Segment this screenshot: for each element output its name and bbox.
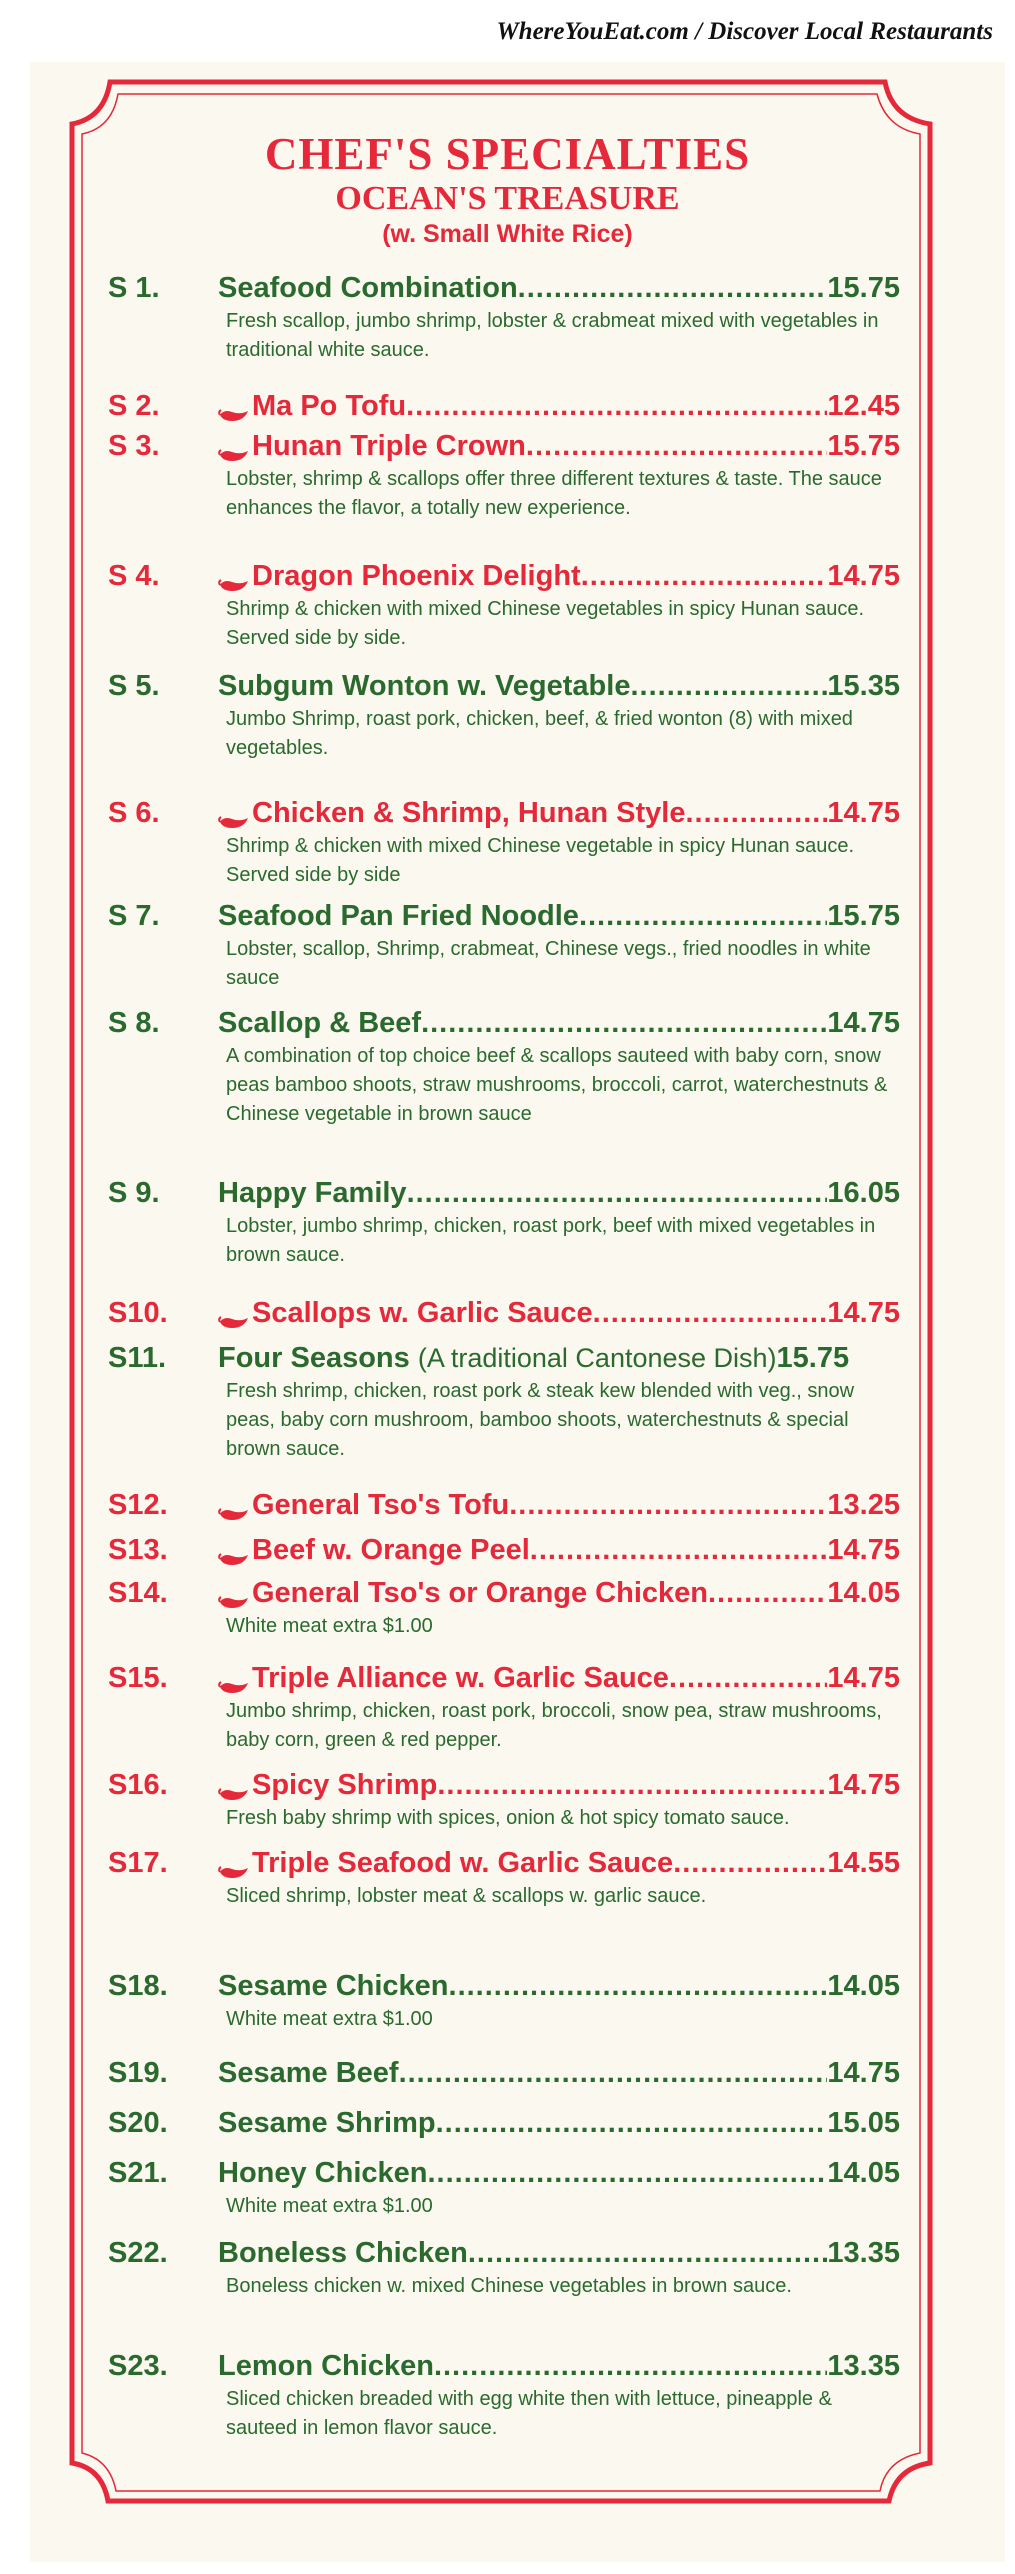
item-code: S22. <box>108 2237 168 2269</box>
item-price: 12.45 <box>827 390 900 422</box>
item-name-group <box>218 1660 669 1696</box>
menu-item-line <box>108 1487 900 1523</box>
menu-item <box>108 1295 900 1331</box>
hot-pepper-icon <box>218 1497 250 1515</box>
item-price: 13.25 <box>827 1489 900 1521</box>
item-description: Fresh baby shrimp with spices, onion & hot spicy tomato sauce. <box>226 1807 790 1829</box>
item-name: Beef w. Orange Peel <box>252 1534 530 1566</box>
item-description: Fresh shrimp, chicken, roast pork & steak kew blended with veg., snow peas, baby corn mushroom, bamboo shoots, waterchestnuts & special brown sauce. <box>226 1380 855 1460</box>
dot-leader <box>593 1295 828 1331</box>
item-price: 14.75 <box>827 1297 900 1329</box>
item-name: Four Seasons <box>218 1342 410 1374</box>
item-description: Shrimp & chicken with mixed Chinese vegetable in spicy Hunan sauce. Served side by side <box>226 835 855 886</box>
item-name-group <box>218 1487 509 1523</box>
item-name: Scallop & Beef <box>218 1007 422 1039</box>
hot-pepper-icon <box>218 438 250 456</box>
item-code: S17. <box>108 1847 168 1879</box>
menu-item <box>108 2155 900 2221</box>
item-price: 14.75 <box>827 1007 900 1039</box>
item-code: S 2. <box>108 390 160 422</box>
menu-item-line <box>108 668 900 704</box>
menu-item-line <box>108 2055 900 2091</box>
item-name: General Tso's Tofu <box>252 1489 510 1521</box>
dot-leader <box>406 388 827 424</box>
item-description: White meat extra $1.00 <box>226 1615 433 1637</box>
item-name-group <box>218 1005 421 1041</box>
item-name-group <box>218 1575 708 1611</box>
item-name: Scallops w. Garlic Sauce <box>252 1297 593 1329</box>
hot-pepper-icon <box>218 805 250 823</box>
dot-leader <box>437 1767 827 1803</box>
menu-item-line <box>108 428 900 464</box>
item-price: 14.75 <box>827 1769 900 1801</box>
item-description: White meat extra $1.00 <box>226 2008 433 2030</box>
menu-item-line <box>108 2348 900 2384</box>
item-name: Happy Family <box>218 1177 407 1209</box>
section-subtitle: OCEAN'S TREASURE <box>335 180 680 217</box>
section-note: (w. Small White Rice) <box>382 220 633 248</box>
menu-item <box>108 2105 900 2141</box>
item-price: 14.75 <box>827 797 900 829</box>
item-code: S 3. <box>108 430 160 462</box>
menu-item <box>108 428 900 523</box>
item-name-group <box>218 388 406 424</box>
menu-item <box>108 1767 900 1833</box>
item-name-group <box>218 1340 777 1376</box>
menu-item <box>108 898 900 993</box>
menu-item-line <box>108 2105 900 2141</box>
item-name-group <box>218 428 526 464</box>
item-name-group <box>218 2055 399 2091</box>
item-description: Boneless chicken w. mixed Chinese vegetables in brown sauce. <box>226 2275 792 2297</box>
item-name-group <box>218 2105 436 2141</box>
item-name-group <box>218 1175 407 1211</box>
menu-item <box>108 795 900 890</box>
dot-leader <box>530 1532 828 1568</box>
item-name-group <box>218 2155 428 2191</box>
item-name: Boneless Chicken <box>218 2237 468 2269</box>
menu-item-line <box>108 1575 900 1611</box>
menu-item-line <box>108 1532 900 1568</box>
item-code: S21. <box>108 2157 168 2189</box>
dot-leader <box>509 1487 827 1523</box>
dot-leader <box>399 2055 828 2091</box>
dot-leader <box>630 668 827 704</box>
item-name: Dragon Phoenix Delight <box>252 560 581 592</box>
hot-pepper-icon <box>218 1305 250 1323</box>
item-price: 15.05 <box>827 2107 900 2139</box>
menu-item-line <box>108 1295 900 1331</box>
item-name: Hunan Triple Crown <box>252 430 526 462</box>
item-name-group <box>218 898 579 934</box>
item-description: Jumbo shrimp, chicken, roast pork, broccoli, snow pea, straw mushrooms, baby corn, green & red pepper. <box>226 1700 882 1751</box>
menu-item-line <box>108 2155 900 2191</box>
item-name: Spicy Shrimp <box>252 1769 438 1801</box>
site-watermark: WhereYouEat.com / Discover Local Restaurants <box>496 18 993 45</box>
item-code: S 4. <box>108 560 160 592</box>
item-name: Triple Alliance w. Garlic Sauce <box>252 1662 669 1694</box>
menu-item-line <box>108 795 900 831</box>
item-name-group <box>218 1845 673 1881</box>
menu-item <box>108 1968 900 2034</box>
item-price: 14.05 <box>827 2157 900 2189</box>
item-price: 14.75 <box>827 2057 900 2089</box>
item-name-group <box>218 2348 434 2384</box>
dot-leader <box>421 1005 827 1041</box>
item-description: Sliced chicken breaded with egg white then with lettuce, pineapple & sauteed in lemon flavor sauce. <box>226 2388 832 2439</box>
item-code: S 5. <box>108 670 160 702</box>
menu-item <box>108 668 900 763</box>
item-price: 14.75 <box>827 1662 900 1694</box>
item-price: 14.05 <box>827 1970 900 2002</box>
menu-item <box>108 270 900 365</box>
item-description: Jumbo Shrimp, roast pork, chicken, beef, & fried wonton (8) with mixed vegetables. <box>226 708 853 759</box>
dot-leader <box>669 1660 828 1696</box>
section-title: CHEF'S SPECIALTIES <box>264 129 751 179</box>
item-code: S 7. <box>108 900 160 932</box>
item-code: S16. <box>108 1769 168 1801</box>
menu-item <box>108 2235 900 2301</box>
hot-pepper-icon <box>218 1777 250 1795</box>
item-code: S20. <box>108 2107 168 2139</box>
menu-item <box>108 2348 900 2443</box>
item-name-group <box>218 1767 437 1803</box>
menu-item-line <box>108 1005 900 1041</box>
hot-pepper-icon <box>218 1542 250 1560</box>
item-name: Sesame Chicken <box>218 1970 449 2002</box>
menu-item <box>108 1487 900 1523</box>
dot-leader <box>468 2235 828 2271</box>
item-name: Subgum Wonton w. Vegetable <box>218 670 631 702</box>
menu-item <box>108 1575 900 1641</box>
item-name: General Tso's or Orange Chicken <box>252 1577 708 1609</box>
item-name: Chicken & Shrimp, Hunan Style <box>252 797 686 829</box>
item-name: Triple Seafood w. Garlic Sauce <box>252 1847 674 1879</box>
menu-item-line <box>108 1845 900 1881</box>
item-price: 13.35 <box>827 2237 900 2269</box>
item-description: A combination of top choice beef & scallops sauteed with baby corn, snow peas bamboo shoots, straw mushrooms, broccoli, carrot, waterchestnuts & Chinese vegetable in brown sauce <box>226 1045 888 1125</box>
dot-leader <box>526 428 828 464</box>
menu-item <box>108 388 900 424</box>
item-code: S 9. <box>108 1177 160 1209</box>
menu-header <box>0 128 1015 250</box>
item-code: S11. <box>108 1342 167 1374</box>
menu-item-line <box>108 270 900 306</box>
dot-leader <box>673 1845 827 1881</box>
item-description: Lobster, jumbo shrimp, chicken, roast pork, beef with mixed vegetables in brown sauce. <box>226 1215 876 1266</box>
item-price: 14.55 <box>827 1847 900 1879</box>
item-price: 15.35 <box>827 670 900 702</box>
dot-leader <box>428 2155 828 2191</box>
menu-item <box>108 1175 900 1270</box>
item-name: Honey Chicken <box>218 2157 428 2189</box>
menu-item-line <box>108 1968 900 2004</box>
dot-leader <box>407 1175 828 1211</box>
menu-item <box>108 558 900 653</box>
menu-item <box>108 1005 900 1129</box>
menu-item-line <box>108 1767 900 1803</box>
item-price: 15.75 <box>827 900 900 932</box>
item-code: S23. <box>108 2350 168 2382</box>
item-name-group <box>218 270 518 306</box>
menu-item-line <box>108 558 900 594</box>
dot-leader <box>579 898 827 934</box>
menu-item-line <box>108 388 900 424</box>
hot-pepper-icon <box>218 1670 250 1688</box>
item-description: Lobster, scallop, Shrimp, crabmeat, Chinese vegs., fried noodles in white sauce <box>226 938 871 989</box>
item-price: 14.75 <box>827 560 900 592</box>
item-name-group <box>218 1968 449 2004</box>
menu-item-line <box>108 898 900 934</box>
item-code: S14. <box>108 1577 168 1609</box>
item-name: Seafood Pan Fried Noodle <box>218 900 579 932</box>
menu-item-line <box>108 1660 900 1696</box>
menu-item <box>108 2055 900 2091</box>
item-name: Sesame Shrimp <box>218 2107 436 2139</box>
item-price: 15.75 <box>827 430 900 462</box>
item-description: Sliced shrimp, lobster meat & scallops w. garlic sauce. <box>226 1885 707 1907</box>
menu-item <box>108 1532 900 1568</box>
item-name: Sesame Beef <box>218 2057 399 2089</box>
item-price: 14.75 <box>827 1534 900 1566</box>
item-description: Fresh scallop, jumbo shrimp, lobster & crabmeat mixed with vegetables in traditional white sauce. <box>226 310 879 361</box>
menu-item-line <box>108 1175 900 1211</box>
item-code: S 6. <box>108 797 160 829</box>
item-price: 16.05 <box>827 1177 900 1209</box>
dot-leader <box>434 2348 827 2384</box>
item-name: Seafood Combination <box>218 272 518 304</box>
item-code: S15. <box>108 1662 168 1694</box>
dot-leader <box>518 270 828 306</box>
dot-leader <box>581 558 828 594</box>
item-description: Shrimp & chicken with mixed Chinese vegetables in spicy Hunan sauce. Served side by side. <box>226 598 865 649</box>
item-name-group <box>218 558 581 594</box>
dot-leader <box>449 1968 828 2004</box>
item-name-group <box>218 668 630 704</box>
item-code: S13. <box>108 1534 168 1566</box>
item-name: Ma Po Tofu <box>252 390 407 422</box>
hot-pepper-icon <box>218 1855 250 1873</box>
item-code: S18. <box>108 1970 168 2002</box>
item-code: S19. <box>108 2057 168 2089</box>
item-price: 14.05 <box>827 1577 900 1609</box>
item-code: S 8. <box>108 1007 160 1039</box>
item-code: S10. <box>108 1297 168 1329</box>
hot-pepper-icon <box>218 1585 250 1603</box>
item-description: Lobster, shrimp & scallops offer three different textures & taste. The sauce enhances the flavor, a totally new experience. <box>226 468 882 519</box>
menu-item <box>108 1845 900 1911</box>
item-name-group <box>218 2235 468 2271</box>
dot-leader <box>436 2105 828 2141</box>
item-name-note: (A traditional Cantonese Dish) <box>417 1343 777 1373</box>
menu-item <box>108 1340 900 1464</box>
item-name: Lemon Chicken <box>218 2350 434 2382</box>
item-price: 15.75 <box>827 272 900 304</box>
item-price: 15.75 <box>776 1342 850 1374</box>
menu-item <box>108 1660 900 1755</box>
menu-item-line <box>108 2235 900 2271</box>
hot-pepper-icon <box>218 398 250 416</box>
item-name-group <box>218 795 685 831</box>
item-code: S12. <box>108 1489 168 1521</box>
item-code: S 1. <box>108 272 160 304</box>
item-name-group <box>218 1295 593 1331</box>
item-name-group <box>218 1532 530 1568</box>
hot-pepper-icon <box>218 568 250 586</box>
item-description: White meat extra $1.00 <box>226 2195 433 2217</box>
dot-leader <box>685 795 827 831</box>
menu-item-line <box>108 1340 900 1376</box>
dot-leader <box>708 1575 827 1611</box>
item-price: 13.35 <box>827 2350 900 2382</box>
